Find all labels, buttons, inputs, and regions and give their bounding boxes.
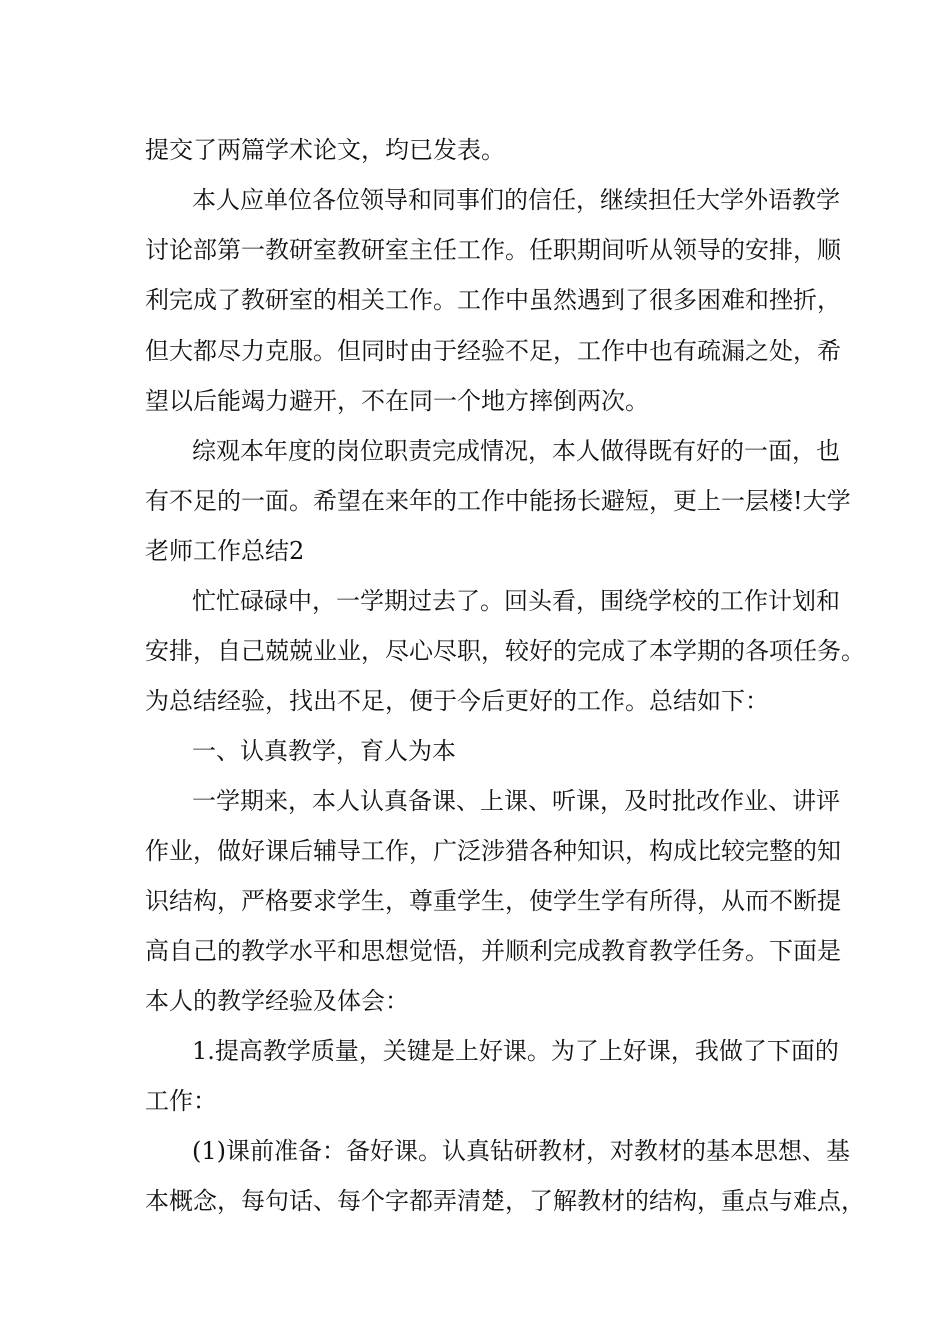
text-line: 作业，做好课后辅导工作，广泛涉猎各种知识，构成比较完整的知: [145, 837, 841, 865]
text-line: 工作：: [145, 1087, 217, 1115]
text-line: 忙忙碌碌中，一学期过去了。回头看，围绕学校的工作计划和: [192, 587, 840, 615]
text-line: 综观本年度的岗位职责完成情况，本人做得既有好的一面，也: [192, 437, 840, 465]
text-line: (1)课前准备：备好课。认真钻研教材，对教材的基本思想、基: [192, 1137, 850, 1165]
text-line: 1.提高教学质量，关键是上好课。为了上好课，我做了下面的: [192, 1037, 839, 1065]
text-line: 本人应单位各位领导和同事们的信任，继续担任大学外语教学: [192, 186, 840, 214]
text-line: 安排，自己兢兢业业，尽心尽职，较好的完成了本学期的各项任务。: [145, 637, 865, 665]
text-line: 但大都尽力克服。但同时由于经验不足，工作中也有疏漏之处，希: [145, 337, 841, 365]
text-line: 一学期来，本人认真备课、上课、听课，及时批改作业、讲评: [192, 787, 840, 815]
text-line: 本人的教学经验及体会：: [145, 987, 409, 1015]
text-line: 望以后能竭力避开，不在同一个地方摔倒两次。: [145, 387, 649, 415]
text-line: 为总结经验，找出不足，便于今后更好的工作。总结如下：: [145, 687, 769, 715]
text-line: 有不足的一面。希望在来年的工作中能扬长避短，更上一层楼!大学: [145, 487, 851, 515]
text-line: 本概念，每句话、每个字都弄清楚，了解教材的结构，重点与难点，: [145, 1187, 865, 1215]
text-line: 识结构，严格要求学生，尊重学生，使学生学有所得，从而不断提: [145, 887, 841, 915]
text-line: 讨论部第一教研室教研室主任工作。任职期间听从领导的安排，顺: [145, 236, 841, 264]
text-line: 高自己的教学水平和思想觉悟，并顺利完成教育教学任务。下面是: [145, 937, 841, 965]
section-heading: 一、认真教学，育人为本: [192, 737, 456, 765]
text-line: 提交了两篇学术论文，均已发表。: [145, 136, 505, 164]
text-line: 利完成了教研室的相关工作。工作中虽然遇到了很多困难和挫折，: [145, 286, 841, 314]
text-line: 老师工作总结2: [145, 537, 305, 565]
